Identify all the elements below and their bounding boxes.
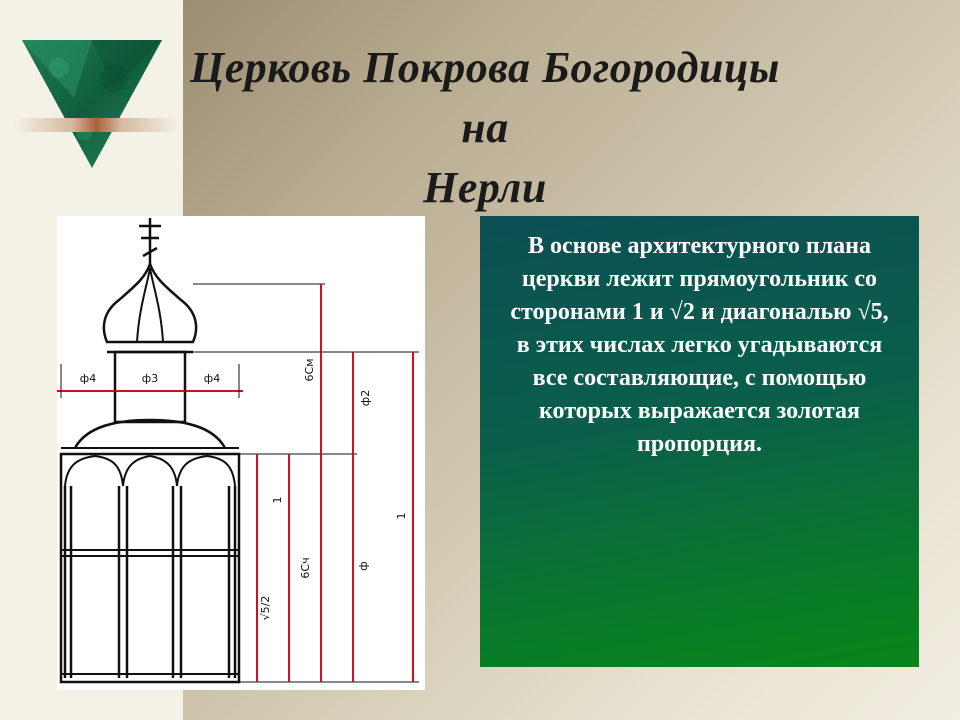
width-dimension — [57, 364, 243, 398]
church-proportion-drawing — [57, 216, 425, 690]
label-phi: ф — [357, 561, 370, 571]
label-phi2: ф2 — [359, 389, 372, 407]
label-6cm: 6См — [303, 358, 316, 382]
label-sqrt5-2: √5/2 — [259, 595, 272, 621]
emerald-triangle-logo — [14, 38, 179, 170]
label-phi4-right: ф4 — [203, 372, 221, 385]
label-6cch: 6Сч — [299, 557, 312, 579]
title-line-1: Церковь Покрова Богородицы на — [190, 43, 780, 152]
roof-arch — [75, 420, 225, 448]
onion-dome — [104, 264, 196, 342]
cross-icon — [139, 218, 161, 266]
church-body — [61, 454, 239, 682]
title-line-2: Нерли — [423, 163, 547, 212]
slide-title — [185, 38, 785, 218]
height-dimensions — [257, 284, 413, 682]
label-phi4-left: ф4 — [79, 372, 97, 385]
label-phi3: ф3 — [141, 372, 159, 385]
label-one-inner: 1 — [271, 496, 284, 504]
explanation-box — [480, 216, 919, 667]
explanation-text: В основе архитектурного плана церкви лежит прямоугольник со сторонами 1 и √2 и диагональю √5, в этих числах легко угадываются все составляющие, с помощью которых выражается золотая пропорция. — [510, 233, 889, 457]
drum — [115, 352, 185, 422]
label-one-right: 1 — [395, 512, 408, 520]
